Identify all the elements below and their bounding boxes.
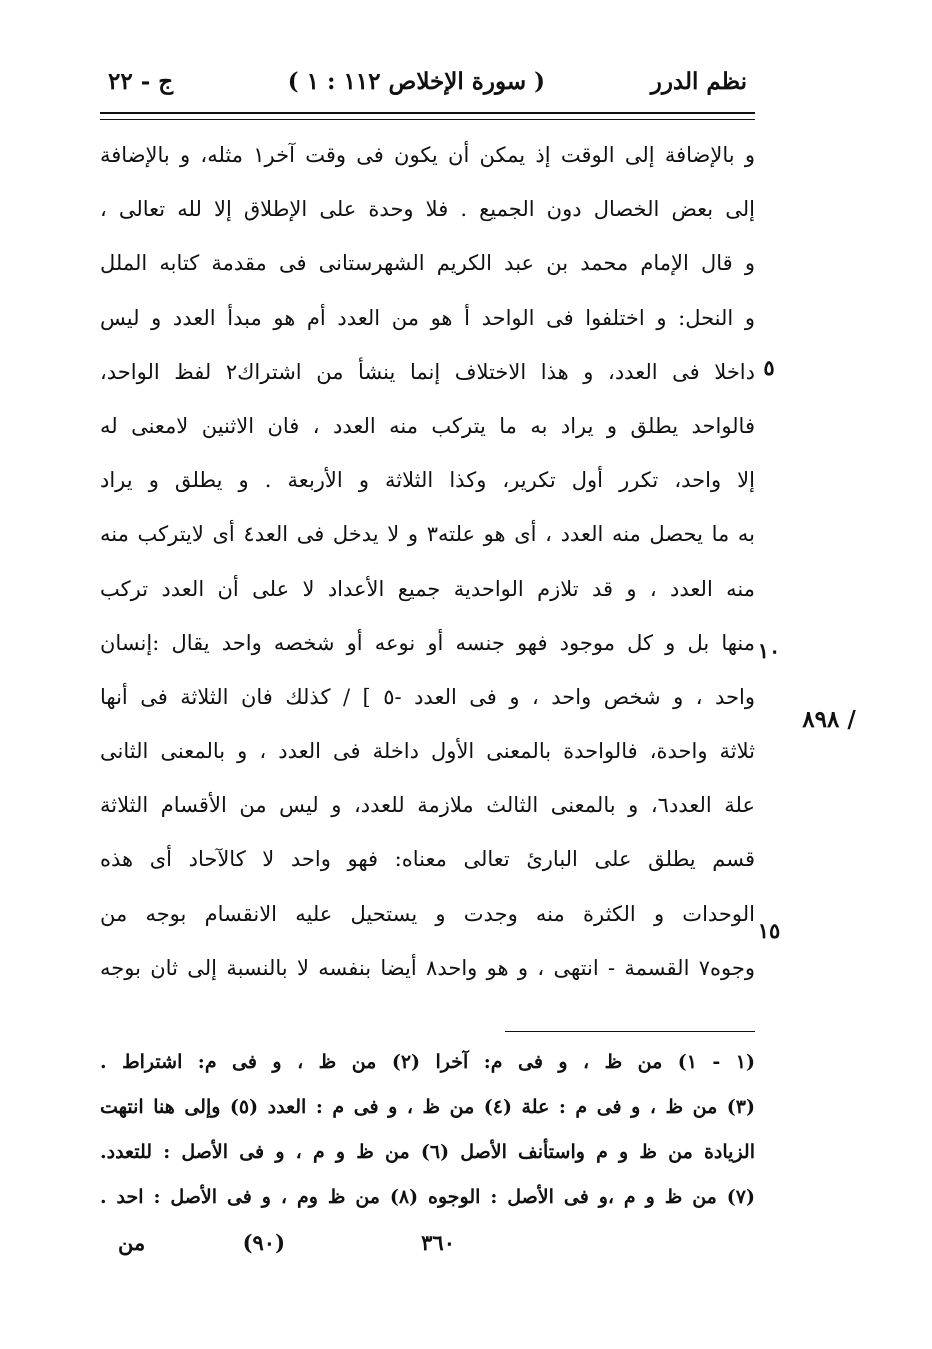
text-line: منها بل و كل موجود فهو جنسه أو نوعه أو شخصه واحد يقال :إنسان xyxy=(100,630,755,655)
footnote-separator xyxy=(505,1031,755,1032)
surah-reference: ( سورة الإخلاص ١١٢ : ١ ) xyxy=(287,68,545,95)
text-line: و بالإضافة إلى الوقت إذ يمكن أن يكون فى وقت آخر١ مثله، و بالإضافة xyxy=(100,143,755,167)
text-line: إلا واحد، تكرر أول تكرير، وكذا الثلاثة و الأربعة . و يطلق و يراد xyxy=(100,468,755,493)
page-number: ٣٦٠ xyxy=(421,1230,455,1255)
main-text xyxy=(100,128,755,995)
footnote-line: (٣) من ظ ، و فى م : علة (٤) من ظ ، و فى م : العدد (٥) وإلى هنا انتهت xyxy=(100,1096,755,1118)
text-line: و النحل: و اختلفوا فى الواحد أ هو من العدد أم هو مبدأ العدد و ليس xyxy=(100,305,755,330)
footnotes xyxy=(100,1040,755,1220)
catchword: من xyxy=(118,1230,146,1255)
line-number-10: ١٠ xyxy=(757,638,781,663)
running-header xyxy=(100,62,755,106)
book-title: نظم الدرر xyxy=(650,68,747,95)
text-line: منه العدد ، و قد تلازم الواحدية جميع الأعداد لا على أن العدد تركب xyxy=(100,576,755,601)
text-line: داخلا فى العدد، و هذا الاختلاف إنما ينشأ من اشتراك٢ لفظ الواحد، xyxy=(100,359,755,384)
text-line: و قال الإمام محمد بن عبد الكريم الشهرستانى فى مقدمة كتابه الملل xyxy=(100,251,755,276)
text-line: ثلاثة واحدة، فالواحدة بالمعنى الأول داخلة فى العدد ، و بالمعنى الثانى xyxy=(100,739,755,764)
footnote-line: (٧) من ظ و م ،و فى الأصل : الوجوه (٨) من ظ وم ، و فى الأصل : احد . xyxy=(100,1186,755,1208)
text-line: إلى بعض الخصال دون الجميع . فلا وحدة على الإطلاق إلا لله تعالى ، xyxy=(100,197,755,222)
text-line: علة العدد٦، و بالمعنى الثالث ملازمة للعدد، و ليس من الأقسام الثلاثة xyxy=(100,793,755,818)
manuscript-folio-marker: / ٨٩٨ xyxy=(802,706,856,733)
text-line: به ما يحصل منه العدد ، أى هو علته٣ و لا يدخل فى العد٤ أى لايتركب منه xyxy=(100,522,755,547)
footnote-line: (١ - ١) من ظ ، و فى م: آخرا (٢) من ظ ، و فى م: اشتراط . xyxy=(100,1051,755,1073)
text-line: وجوه٧ القسمة - انتهى ، و هو واحد٨ أيضا بنفسه لا بالنسبة إلى ثان بوجه xyxy=(100,955,755,980)
text-line: واحد ، و شخص واحد ، و فى العدد -٥ ] / كذلك فان الثلاثة فى أنها xyxy=(100,684,755,709)
volume-number: ج - ٢٢ xyxy=(108,68,174,95)
footnote-line: الزيادة من ظ و م واستأنف الأصل (٦) من ظ و م ، و فى الأصل : للتعدد. xyxy=(100,1141,755,1163)
text-line: قسم يطلق على البارئ تعالى معناه: فهو واحد لا كالآحاد أى هذه xyxy=(100,847,755,872)
page-footer xyxy=(100,1226,755,1266)
line-number-5: ٥ xyxy=(763,355,775,380)
volume-marker: (٩٠) xyxy=(242,1230,285,1255)
text-line: فالواحد يطلق و يراد به ما يتركب منه العدد ، فان الاثنين لامعنى له xyxy=(100,413,755,438)
header-rule-thick xyxy=(100,112,755,114)
header-rule-thin xyxy=(100,119,755,120)
text-line: الوحدات و الكثرة منه وجدت و يستحيل عليه الانقسام بوجه من xyxy=(100,901,755,926)
line-number-15: ١٥ xyxy=(757,918,781,943)
